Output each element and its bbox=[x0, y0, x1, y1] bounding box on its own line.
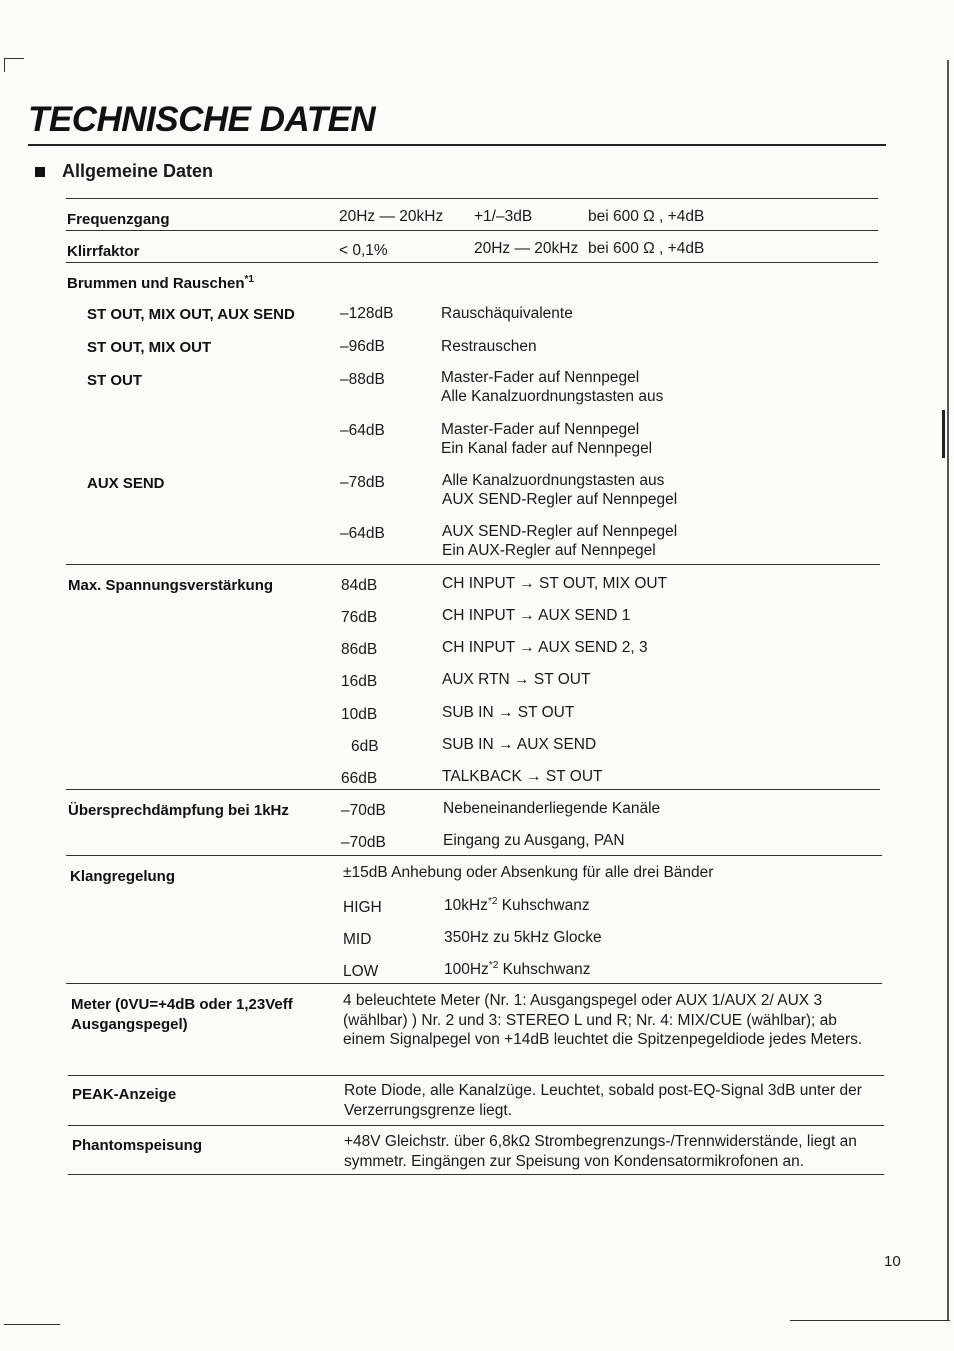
row-divider bbox=[66, 983, 882, 984]
eq-desc: 350Hz zu 5kHz Glocke bbox=[444, 929, 602, 946]
label-gain: Max. Spannungsverstärkung bbox=[68, 577, 274, 594]
noise-desc: Alle Kanalzuordnungstasten aus bbox=[442, 472, 665, 489]
eq-desc bbox=[444, 896, 590, 915]
freq-condition: bei 600 Ω , +4dB bbox=[588, 208, 705, 225]
noise-desc: Restrauschen bbox=[441, 338, 537, 355]
label-phantom: Phantomspeisung bbox=[72, 1137, 203, 1154]
gain-desc: CH INPUT → ST OUT, MIX OUT bbox=[442, 575, 668, 592]
gain-value: 16dB bbox=[341, 673, 378, 690]
eq-band: MID bbox=[343, 931, 372, 948]
eq-intro: ±15dB Anhebung oder Absenkung für alle drei Bänder bbox=[343, 864, 714, 881]
eq-band: LOW bbox=[343, 963, 379, 980]
klirr-range: 20Hz — 20kHz bbox=[474, 240, 579, 257]
meter-text: 4 beleuchtete Meter (Nr. 1: Ausgangspegel oder AUX 1/AUX 2/ AUX 3 (wählbar) ) Nr. 2 und 3: STEREO L und R; Nr. 4: MIX/CUE (wählbar); ab einem Signalpegel von +14dB leuchtet die Spitzenpegeldiode jedes Meters. bbox=[343, 992, 863, 1048]
klirr-value: < 0,1% bbox=[339, 242, 388, 259]
footnote-1: *1 bbox=[244, 274, 254, 285]
label-eq: Klangregelung bbox=[70, 868, 176, 885]
row-divider bbox=[68, 1125, 884, 1126]
label-meter-line1: Meter (0VU=+4dB oder 1,23Veff bbox=[71, 996, 293, 1013]
label-crosstalk: Übersprechdämpfung bei 1kHz bbox=[68, 802, 289, 819]
noise-value: –128dB bbox=[340, 305, 394, 322]
page-title: TECHNISCHE DATEN bbox=[28, 100, 376, 139]
brummen-label-text: Brummen und Rauschen bbox=[67, 275, 245, 292]
gain-value: 10dB bbox=[341, 706, 378, 723]
sub-label-aux-send: AUX SEND bbox=[87, 475, 165, 492]
row-divider bbox=[68, 1075, 884, 1076]
noise-desc: Master-Fader auf Nennpegel bbox=[441, 421, 640, 438]
label-frequenzgang: Frequenzgang bbox=[67, 211, 170, 228]
row-divider bbox=[66, 564, 880, 565]
gain-value: 66dB bbox=[341, 770, 378, 787]
gain-desc: CH INPUT → AUX SEND 2, 3 bbox=[442, 639, 648, 656]
noise-desc: Rauschäquivalente bbox=[441, 305, 573, 322]
eq-band: HIGH bbox=[343, 899, 382, 916]
gain-value: 76dB bbox=[341, 609, 378, 626]
page-number: 10 bbox=[884, 1253, 901, 1270]
crosstalk-desc: Nebeneinanderliegende Kanäle bbox=[443, 800, 661, 817]
crop-mark-bottom-left bbox=[4, 1324, 60, 1325]
sub-label-st-mix-aux: ST OUT, MIX OUT, AUX SEND bbox=[87, 306, 295, 323]
noise-desc-line2: Alle Kanalzuordnungstasten aus bbox=[441, 388, 664, 405]
eq-freq: 10kHz bbox=[444, 897, 488, 914]
crosstalk-value: –70dB bbox=[341, 802, 386, 819]
noise-desc-line2: Ein Kanal fader auf Nennpegel bbox=[441, 440, 653, 457]
row-divider bbox=[66, 230, 878, 231]
row-divider bbox=[66, 262, 878, 263]
gain-value: 6dB bbox=[351, 738, 379, 755]
section-bullet bbox=[35, 167, 45, 177]
crop-mark-right-edge bbox=[947, 60, 949, 1320]
gain-desc: AUX RTN → ST OUT bbox=[442, 671, 591, 688]
row-divider bbox=[66, 855, 882, 856]
gain-value: 84dB bbox=[341, 577, 378, 594]
eq-desc bbox=[444, 960, 590, 979]
crosstalk-desc: Eingang zu Ausgang, PAN bbox=[443, 832, 625, 849]
noise-value: –96dB bbox=[340, 338, 385, 355]
gain-value: 86dB bbox=[341, 641, 378, 658]
peak-text: Rote Diode, alle Kanalzüge. Leuchtet, sobald post-EQ-Signal 3dB unter der Verzerrungsgrenze liegt. bbox=[344, 1082, 862, 1119]
noise-value: –64dB bbox=[340, 422, 385, 439]
title-rule bbox=[28, 144, 886, 146]
noise-desc: AUX SEND-Regler auf Nennpegel bbox=[442, 523, 678, 540]
eq-shape: Kuhschwanz bbox=[498, 961, 591, 978]
noise-value: –78dB bbox=[340, 474, 385, 491]
klirr-condition: bei 600 Ω , +4dB bbox=[588, 240, 705, 257]
noise-value: –64dB bbox=[340, 525, 385, 542]
gain-desc: SUB IN → ST OUT bbox=[442, 704, 575, 721]
crop-mark-top-left-vertical bbox=[4, 58, 5, 72]
crop-mark-top-left bbox=[4, 58, 24, 59]
footnote-2: *2 bbox=[487, 895, 498, 907]
footnote-2: *2 bbox=[488, 959, 499, 971]
label-peak: PEAK-Anzeige bbox=[72, 1086, 177, 1103]
noise-desc: Master-Fader auf Nennpegel bbox=[441, 369, 640, 386]
sub-label-st-mix: ST OUT, MIX OUT bbox=[87, 339, 212, 356]
eq-shape: Kuhschwanz bbox=[497, 897, 590, 914]
gain-desc: CH INPUT → AUX SEND 1 bbox=[442, 607, 631, 624]
phantom-text: +48V Gleichstr. über 6,8kΩ Strombegrenzungs-/Trennwiderstände, liegt an symmetr. Eingängen zur Speisung von Kondensatormikrofonen an. bbox=[344, 1133, 857, 1170]
gain-desc: SUB IN → AUX SEND bbox=[442, 736, 597, 753]
row-divider bbox=[66, 198, 878, 199]
noise-desc-line2: AUX SEND-Regler auf Nennpegel bbox=[442, 491, 678, 508]
sub-label-st-out: ST OUT bbox=[87, 372, 142, 389]
eq-freq: 100Hz bbox=[444, 961, 489, 978]
row-divider bbox=[66, 789, 880, 790]
table-bottom-rule bbox=[68, 1174, 884, 1175]
crosstalk-value: –70dB bbox=[341, 834, 386, 851]
noise-value: –88dB bbox=[340, 371, 385, 388]
gain-desc: TALKBACK → ST OUT bbox=[442, 768, 603, 785]
noise-desc-line2: Ein AUX-Regler auf Nennpegel bbox=[442, 542, 656, 559]
freq-range: 20Hz — 20kHz bbox=[339, 208, 444, 225]
crop-mark-bottom-right bbox=[790, 1320, 950, 1321]
section-title: Allgemeine Daten bbox=[62, 161, 214, 181]
label-klirrfaktor: Klirrfaktor bbox=[67, 243, 140, 260]
label-brummen bbox=[67, 275, 254, 292]
freq-tolerance: +1/–3dB bbox=[474, 208, 533, 225]
binding-mark bbox=[942, 410, 945, 458]
label-meter-line2: Ausgangspegel) bbox=[71, 1016, 188, 1033]
